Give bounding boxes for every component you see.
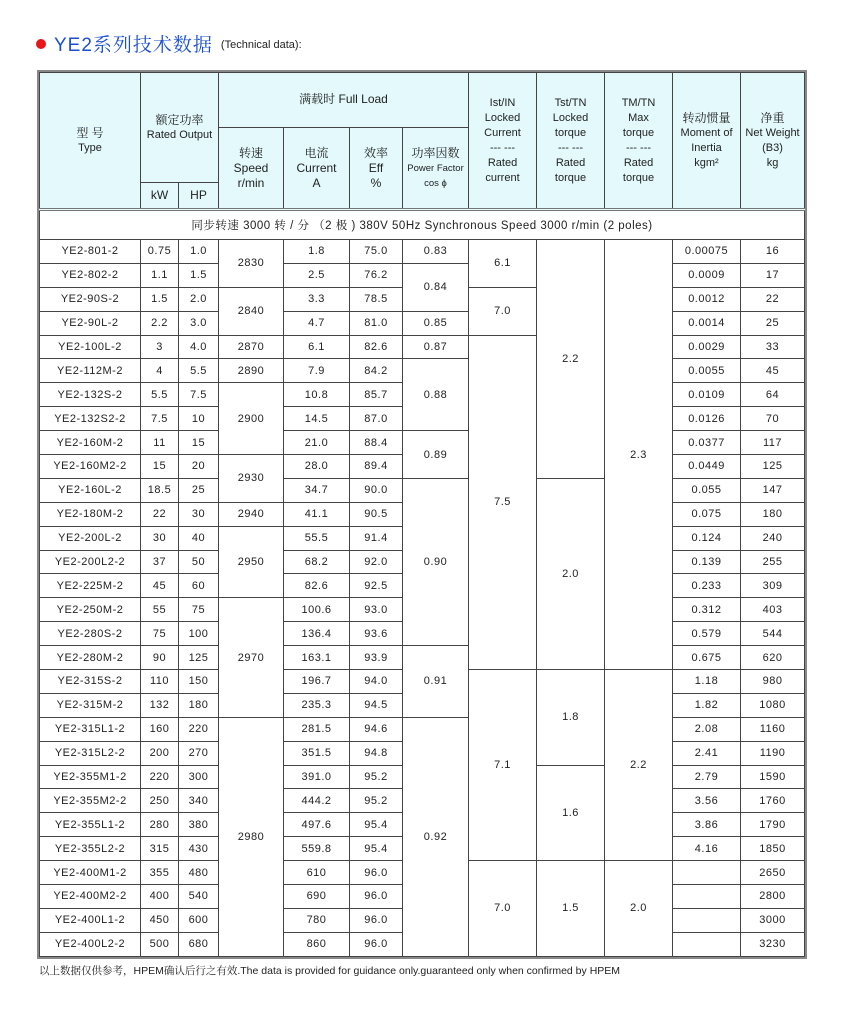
cell-weight: 1790 bbox=[741, 813, 805, 837]
cell-kw: 500 bbox=[141, 932, 179, 956]
cell-inertia: 1.18 bbox=[673, 670, 741, 694]
cell-current: 14.5 bbox=[284, 407, 350, 431]
cell-current: 82.6 bbox=[284, 574, 350, 598]
cell-weight: 3230 bbox=[741, 932, 805, 956]
cell-type: YE2-315M-2 bbox=[40, 693, 141, 717]
cell-speed: 2940 bbox=[219, 502, 284, 526]
cell-current: 7.9 bbox=[284, 359, 350, 383]
cell-type: YE2-355L1-2 bbox=[40, 813, 141, 837]
cell-inertia: 2.41 bbox=[673, 741, 741, 765]
cell-inertia: 0.0055 bbox=[673, 359, 741, 383]
cell-weight: 2650 bbox=[741, 861, 805, 885]
cell-current: 10.8 bbox=[284, 383, 350, 407]
cell-kw: 22 bbox=[141, 502, 179, 526]
cell-inertia: 0.0126 bbox=[673, 407, 741, 431]
cell-hp: 430 bbox=[179, 837, 219, 861]
cell-kw: 160 bbox=[141, 717, 179, 741]
cell-hp: 50 bbox=[179, 550, 219, 574]
sync-speed-row bbox=[40, 210, 805, 240]
cell-kw: 18.5 bbox=[141, 478, 179, 502]
cell-kw: 15 bbox=[141, 455, 179, 479]
cell-current: 860 bbox=[284, 932, 350, 956]
cell-kw: 45 bbox=[141, 574, 179, 598]
cell-inertia: 0.0012 bbox=[673, 287, 741, 311]
cell-hp: 380 bbox=[179, 813, 219, 837]
cell-current: 196.7 bbox=[284, 670, 350, 694]
cell-kw: 400 bbox=[141, 885, 179, 909]
cell-type: YE2-802-2 bbox=[40, 263, 141, 287]
page-title bbox=[36, 30, 302, 57]
table-row bbox=[40, 359, 805, 383]
cell-kw: 200 bbox=[141, 741, 179, 765]
cell-speed: 2840 bbox=[219, 287, 284, 335]
header-weight: 净重 Net Weight (B3) kg bbox=[741, 73, 805, 210]
cell-current: 21.0 bbox=[284, 431, 350, 455]
header-type: 型 号 Type bbox=[40, 73, 141, 210]
table-row bbox=[40, 263, 805, 287]
cell-inertia: 3.56 bbox=[673, 789, 741, 813]
cell-kw: 4 bbox=[141, 359, 179, 383]
cell-hp: 3.0 bbox=[179, 311, 219, 335]
cell-eff: 90.0 bbox=[350, 478, 403, 502]
header-tst: Tst/TN Locked torque --- --- Rated torque bbox=[537, 73, 605, 210]
cell-type: YE2-400M1-2 bbox=[40, 861, 141, 885]
cell-kw: 0.75 bbox=[141, 240, 179, 264]
table-row bbox=[40, 431, 805, 455]
cell-type: YE2-90L-2 bbox=[40, 311, 141, 335]
cell-current: 100.6 bbox=[284, 598, 350, 622]
table-row bbox=[40, 311, 805, 335]
cell-tm-ratio: 2.2 bbox=[605, 670, 673, 861]
cell-kw: 55 bbox=[141, 598, 179, 622]
cell-current: 610 bbox=[284, 861, 350, 885]
cell-inertia: 0.0449 bbox=[673, 455, 741, 479]
footnote: 以上数据仅供参考，HPEM确认后行之有效.The data is provided for guidance only.guaranteed only when confirmed by HPEM bbox=[39, 965, 621, 977]
cell-kw: 315 bbox=[141, 837, 179, 861]
cell-hp: 600 bbox=[179, 908, 219, 932]
cell-weight: 1190 bbox=[741, 741, 805, 765]
cell-eff: 88.4 bbox=[350, 431, 403, 455]
cell-speed: 2830 bbox=[219, 240, 284, 288]
cell-ist-ratio: 7.5 bbox=[469, 335, 537, 669]
cell-weight: 403 bbox=[741, 598, 805, 622]
cell-speed: 2930 bbox=[219, 455, 284, 503]
cell-eff: 95.2 bbox=[350, 789, 403, 813]
cell-type: YE2-100L-2 bbox=[40, 335, 141, 359]
cell-weight: 147 bbox=[741, 478, 805, 502]
header-full-load: 满载时 Full Load bbox=[219, 73, 469, 128]
cell-weight: 309 bbox=[741, 574, 805, 598]
cell-kw: 132 bbox=[141, 693, 179, 717]
cell-kw: 90 bbox=[141, 646, 179, 670]
cell-kw: 37 bbox=[141, 550, 179, 574]
cell-hp: 270 bbox=[179, 741, 219, 765]
cell-inertia: 3.86 bbox=[673, 813, 741, 837]
header-power-factor: 功率因数 Power Factor cos ϕ bbox=[403, 128, 469, 210]
cell-current: 6.1 bbox=[284, 335, 350, 359]
cell-power-factor: 0.85 bbox=[403, 311, 469, 335]
cell-hp: 40 bbox=[179, 526, 219, 550]
cell-inertia: 1.82 bbox=[673, 693, 741, 717]
header-eff: 效率 Eff % bbox=[350, 128, 403, 210]
cell-type: YE2-400L2-2 bbox=[40, 932, 141, 956]
cell-type: YE2-132S-2 bbox=[40, 383, 141, 407]
header-speed: 转速 Speed r/min bbox=[219, 128, 284, 210]
cell-kw: 5.5 bbox=[141, 383, 179, 407]
title-main: YE2系列技术数据 bbox=[54, 35, 213, 56]
cell-tst-ratio: 1.6 bbox=[537, 765, 605, 861]
cell-current: 235.3 bbox=[284, 693, 350, 717]
header-tm: TM/TN Max torque --- --- Rated torque bbox=[605, 73, 673, 210]
cell-kw: 110 bbox=[141, 670, 179, 694]
cell-inertia: 0.00075 bbox=[673, 240, 741, 264]
cell-inertia: 2.08 bbox=[673, 717, 741, 741]
cell-speed: 2870 bbox=[219, 335, 284, 359]
cell-current: 28.0 bbox=[284, 455, 350, 479]
cell-tst-ratio: 1.8 bbox=[537, 670, 605, 766]
cell-power-factor: 0.88 bbox=[403, 359, 469, 431]
cell-eff: 92.0 bbox=[350, 550, 403, 574]
cell-eff: 75.0 bbox=[350, 240, 403, 264]
cell-eff: 96.0 bbox=[350, 932, 403, 956]
bullet-icon bbox=[36, 39, 46, 49]
cell-type: YE2-355L2-2 bbox=[40, 837, 141, 861]
cell-weight: 1080 bbox=[741, 693, 805, 717]
cell-type: YE2-160L-2 bbox=[40, 478, 141, 502]
sync-speed-label: 同步转速 3000 转 / 分 （2 极 ) 380V 50Hz Synchronous Speed 3000 r/min (2 poles) bbox=[40, 210, 805, 240]
cell-hp: 220 bbox=[179, 717, 219, 741]
header-rated-output: 额定功率 Rated Output bbox=[141, 73, 219, 183]
cell-hp: 125 bbox=[179, 646, 219, 670]
cell-kw: 11 bbox=[141, 431, 179, 455]
table-row bbox=[40, 335, 805, 359]
cell-type: YE2-225M-2 bbox=[40, 574, 141, 598]
cell-tst-ratio: 1.5 bbox=[537, 861, 605, 957]
cell-hp: 4.0 bbox=[179, 335, 219, 359]
cell-inertia: 0.0009 bbox=[673, 263, 741, 287]
cell-type: YE2-315L1-2 bbox=[40, 717, 141, 741]
cell-inertia: 0.0029 bbox=[673, 335, 741, 359]
cell-eff: 87.0 bbox=[350, 407, 403, 431]
cell-kw: 30 bbox=[141, 526, 179, 550]
cell-kw: 7.5 bbox=[141, 407, 179, 431]
cell-eff: 89.4 bbox=[350, 455, 403, 479]
cell-kw: 3 bbox=[141, 335, 179, 359]
cell-kw: 2.2 bbox=[141, 311, 179, 335]
cell-type: YE2-280M-2 bbox=[40, 646, 141, 670]
cell-current: 68.2 bbox=[284, 550, 350, 574]
cell-power-factor: 0.84 bbox=[403, 263, 469, 311]
cell-inertia: 0.675 bbox=[673, 646, 741, 670]
cell-speed: 2980 bbox=[219, 717, 284, 956]
cell-inertia: 0.0109 bbox=[673, 383, 741, 407]
cell-power-factor: 0.83 bbox=[403, 240, 469, 264]
table-row bbox=[40, 240, 805, 264]
cell-weight: 1760 bbox=[741, 789, 805, 813]
cell-weight: 1590 bbox=[741, 765, 805, 789]
cell-inertia: 0.579 bbox=[673, 622, 741, 646]
cell-eff: 93.0 bbox=[350, 598, 403, 622]
cell-eff: 78.5 bbox=[350, 287, 403, 311]
cell-type: YE2-112M-2 bbox=[40, 359, 141, 383]
cell-kw: 220 bbox=[141, 765, 179, 789]
cell-eff: 91.4 bbox=[350, 526, 403, 550]
header-kw: kW bbox=[141, 183, 179, 210]
cell-inertia: 0.075 bbox=[673, 502, 741, 526]
cell-weight: 22 bbox=[741, 287, 805, 311]
cell-eff: 85.7 bbox=[350, 383, 403, 407]
cell-kw: 280 bbox=[141, 813, 179, 837]
cell-type: YE2-132S2-2 bbox=[40, 407, 141, 431]
cell-type: YE2-400L1-2 bbox=[40, 908, 141, 932]
table-row bbox=[40, 478, 805, 502]
technical-data-table bbox=[39, 72, 805, 957]
cell-speed: 2890 bbox=[219, 359, 284, 383]
cell-weight: 70 bbox=[741, 407, 805, 431]
cell-eff: 94.6 bbox=[350, 717, 403, 741]
cell-current: 163.1 bbox=[284, 646, 350, 670]
cell-tst-ratio: 2.2 bbox=[537, 240, 605, 479]
cell-inertia: 0.233 bbox=[673, 574, 741, 598]
cell-power-factor: 0.87 bbox=[403, 335, 469, 359]
cell-eff: 90.5 bbox=[350, 502, 403, 526]
cell-power-factor: 0.91 bbox=[403, 646, 469, 718]
cell-power-factor: 0.90 bbox=[403, 478, 469, 645]
cell-hp: 60 bbox=[179, 574, 219, 598]
header-current: 电流 Current A bbox=[284, 128, 350, 210]
cell-hp: 180 bbox=[179, 693, 219, 717]
cell-type: YE2-160M-2 bbox=[40, 431, 141, 455]
cell-speed: 2950 bbox=[219, 526, 284, 598]
cell-eff: 82.6 bbox=[350, 335, 403, 359]
cell-inertia bbox=[673, 932, 741, 956]
cell-hp: 5.5 bbox=[179, 359, 219, 383]
cell-weight: 2800 bbox=[741, 885, 805, 909]
cell-kw: 1.5 bbox=[141, 287, 179, 311]
cell-current: 55.5 bbox=[284, 526, 350, 550]
cell-weight: 45 bbox=[741, 359, 805, 383]
cell-type: YE2-355M1-2 bbox=[40, 765, 141, 789]
cell-hp: 100 bbox=[179, 622, 219, 646]
cell-current: 690 bbox=[284, 885, 350, 909]
cell-current: 41.1 bbox=[284, 502, 350, 526]
cell-hp: 340 bbox=[179, 789, 219, 813]
cell-weight: 255 bbox=[741, 550, 805, 574]
cell-weight: 180 bbox=[741, 502, 805, 526]
cell-hp: 10 bbox=[179, 407, 219, 431]
cell-eff: 92.5 bbox=[350, 574, 403, 598]
cell-current: 497.6 bbox=[284, 813, 350, 837]
cell-weight: 17 bbox=[741, 263, 805, 287]
cell-hp: 30 bbox=[179, 502, 219, 526]
cell-current: 136.4 bbox=[284, 622, 350, 646]
cell-inertia: 0.124 bbox=[673, 526, 741, 550]
cell-ist-ratio: 7.1 bbox=[469, 670, 537, 861]
cell-kw: 250 bbox=[141, 789, 179, 813]
cell-hp: 300 bbox=[179, 765, 219, 789]
cell-kw: 1.1 bbox=[141, 263, 179, 287]
cell-inertia: 0.312 bbox=[673, 598, 741, 622]
cell-hp: 150 bbox=[179, 670, 219, 694]
cell-eff: 95.2 bbox=[350, 765, 403, 789]
cell-type: YE2-280S-2 bbox=[40, 622, 141, 646]
cell-weight: 117 bbox=[741, 431, 805, 455]
cell-inertia: 0.0014 bbox=[673, 311, 741, 335]
cell-hp: 480 bbox=[179, 861, 219, 885]
cell-inertia bbox=[673, 861, 741, 885]
cell-weight: 620 bbox=[741, 646, 805, 670]
cell-tm-ratio: 2.3 bbox=[605, 240, 673, 670]
cell-weight: 3000 bbox=[741, 908, 805, 932]
cell-eff: 76.2 bbox=[350, 263, 403, 287]
cell-type: YE2-250M-2 bbox=[40, 598, 141, 622]
table-row bbox=[40, 717, 805, 741]
cell-hp: 680 bbox=[179, 932, 219, 956]
cell-weight: 16 bbox=[741, 240, 805, 264]
cell-hp: 20 bbox=[179, 455, 219, 479]
cell-hp: 540 bbox=[179, 885, 219, 909]
cell-tst-ratio: 2.0 bbox=[537, 478, 605, 669]
cell-kw: 75 bbox=[141, 622, 179, 646]
cell-inertia bbox=[673, 885, 741, 909]
cell-speed: 2900 bbox=[219, 383, 284, 455]
cell-speed: 2970 bbox=[219, 598, 284, 717]
cell-current: 281.5 bbox=[284, 717, 350, 741]
cell-type: YE2-355M2-2 bbox=[40, 789, 141, 813]
cell-weight: 240 bbox=[741, 526, 805, 550]
cell-eff: 81.0 bbox=[350, 311, 403, 335]
title-sub: (Technical data): bbox=[220, 39, 302, 51]
cell-weight: 25 bbox=[741, 311, 805, 335]
cell-eff: 94.0 bbox=[350, 670, 403, 694]
cell-type: YE2-200L2-2 bbox=[40, 550, 141, 574]
cell-kw: 450 bbox=[141, 908, 179, 932]
header-ist: Ist/IN Locked Current --- --- Rated current bbox=[469, 73, 537, 210]
cell-hp: 7.5 bbox=[179, 383, 219, 407]
cell-hp: 25 bbox=[179, 478, 219, 502]
cell-inertia: 0.055 bbox=[673, 478, 741, 502]
cell-eff: 94.5 bbox=[350, 693, 403, 717]
cell-hp: 75 bbox=[179, 598, 219, 622]
cell-type: YE2-180M-2 bbox=[40, 502, 141, 526]
cell-weight: 980 bbox=[741, 670, 805, 694]
cell-eff: 95.4 bbox=[350, 837, 403, 861]
cell-ist-ratio: 6.1 bbox=[469, 240, 537, 288]
cell-current: 351.5 bbox=[284, 741, 350, 765]
cell-tm-ratio: 2.0 bbox=[605, 861, 673, 957]
cell-weight: 125 bbox=[741, 455, 805, 479]
header-hp: HP bbox=[179, 183, 219, 210]
cell-eff: 96.0 bbox=[350, 908, 403, 932]
cell-type: YE2-315S-2 bbox=[40, 670, 141, 694]
cell-weight: 33 bbox=[741, 335, 805, 359]
cell-eff: 96.0 bbox=[350, 861, 403, 885]
cell-type: YE2-200L-2 bbox=[40, 526, 141, 550]
cell-inertia: 0.139 bbox=[673, 550, 741, 574]
cell-current: 444.2 bbox=[284, 789, 350, 813]
cell-type: YE2-400M2-2 bbox=[40, 885, 141, 909]
cell-weight: 64 bbox=[741, 383, 805, 407]
cell-kw: 355 bbox=[141, 861, 179, 885]
cell-eff: 93.6 bbox=[350, 622, 403, 646]
cell-weight: 1850 bbox=[741, 837, 805, 861]
cell-eff: 95.4 bbox=[350, 813, 403, 837]
cell-eff: 93.9 bbox=[350, 646, 403, 670]
cell-current: 2.5 bbox=[284, 263, 350, 287]
cell-eff: 84.2 bbox=[350, 359, 403, 383]
table-row bbox=[40, 646, 805, 670]
cell-ist-ratio: 7.0 bbox=[469, 287, 537, 335]
cell-type: YE2-315L2-2 bbox=[40, 741, 141, 765]
cell-inertia: 2.79 bbox=[673, 765, 741, 789]
cell-current: 391.0 bbox=[284, 765, 350, 789]
cell-weight: 544 bbox=[741, 622, 805, 646]
cell-power-factor: 0.92 bbox=[403, 717, 469, 956]
header-inertia: 转动惯量 Moment of Inertia kgm² bbox=[673, 73, 741, 210]
cell-hp: 1.5 bbox=[179, 263, 219, 287]
cell-current: 4.7 bbox=[284, 311, 350, 335]
cell-hp: 1.0 bbox=[179, 240, 219, 264]
cell-current: 3.3 bbox=[284, 287, 350, 311]
cell-current: 1.8 bbox=[284, 240, 350, 264]
cell-eff: 94.8 bbox=[350, 741, 403, 765]
cell-eff: 96.0 bbox=[350, 885, 403, 909]
cell-current: 559.8 bbox=[284, 837, 350, 861]
cell-type: YE2-90S-2 bbox=[40, 287, 141, 311]
cell-hp: 2.0 bbox=[179, 287, 219, 311]
cell-current: 780 bbox=[284, 908, 350, 932]
cell-power-factor: 0.89 bbox=[403, 431, 469, 479]
cell-type: YE2-801-2 bbox=[40, 240, 141, 264]
cell-hp: 15 bbox=[179, 431, 219, 455]
cell-inertia: 0.0377 bbox=[673, 431, 741, 455]
cell-weight: 1160 bbox=[741, 717, 805, 741]
cell-type: YE2-160M2-2 bbox=[40, 455, 141, 479]
cell-inertia: 4.16 bbox=[673, 837, 741, 861]
cell-current: 34.7 bbox=[284, 478, 350, 502]
cell-inertia bbox=[673, 908, 741, 932]
cell-ist-ratio: 7.0 bbox=[469, 861, 537, 957]
